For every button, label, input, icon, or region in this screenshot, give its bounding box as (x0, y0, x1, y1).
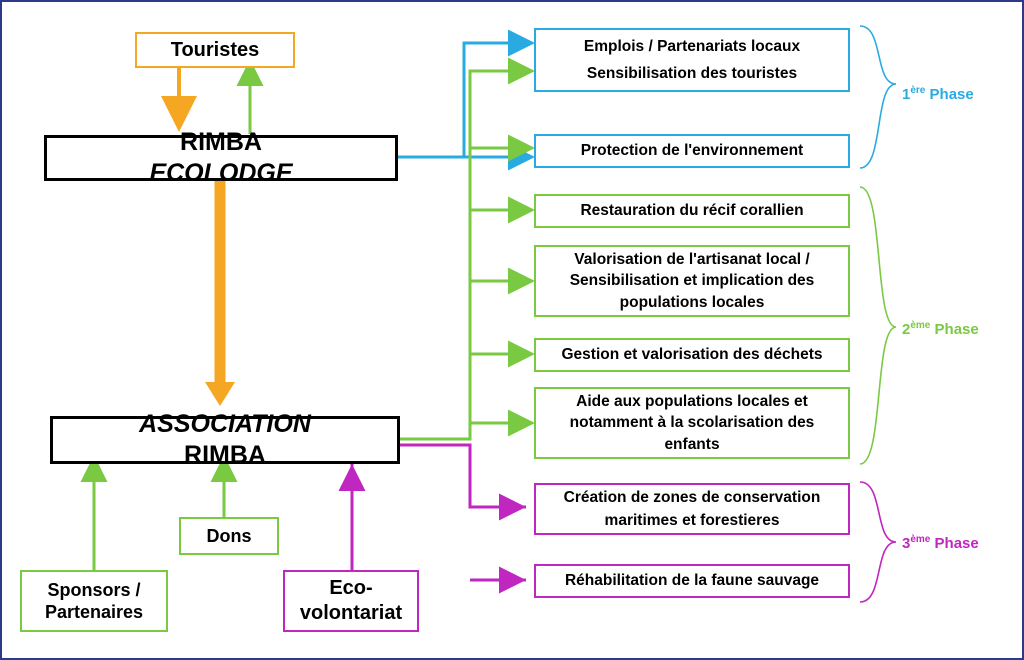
phase-label-2-num: 2 (902, 321, 911, 338)
phase-label-2 (902, 320, 979, 338)
node-dons-label: Dons (206, 525, 252, 546)
outcome-phase2-2-line-3: populations locales (619, 293, 765, 311)
phase-label-1-word: Phase (925, 86, 974, 103)
phase-label-1-sup: ère (910, 85, 926, 96)
phase-label-3 (902, 534, 979, 552)
node-sponsors-line-1: Sponsors / (47, 579, 141, 600)
outcome-phase2-4[interactable] (534, 387, 850, 459)
outcome-phase2-3[interactable] (534, 338, 850, 372)
outcome-phase2-1[interactable] (534, 194, 850, 228)
phase-label-3-sup: ème (910, 534, 931, 545)
outcome-phase2-4-line-1: Aide aux populations locales et (576, 392, 808, 410)
connector-layer (2, 2, 1024, 660)
wire-association-phase3-magenta (400, 445, 526, 580)
node-eco-volontariat-line-2: volontariat (299, 602, 403, 624)
outcome-phase2-2[interactable] (534, 245, 850, 317)
outcome-phase3-2-line-1: Réhabilitation de la faune sauvage (564, 572, 820, 590)
outcome-phase3-1[interactable] (534, 483, 850, 535)
phase-label-1-num: 1 (902, 86, 911, 103)
wire-ecolodge-phase1 (398, 43, 526, 157)
node-rimba-ecolodge-plain: RIMBA (180, 127, 262, 156)
node-association-rimba[interactable] (50, 409, 400, 469)
node-rimba-ecolodge[interactable] (44, 127, 398, 187)
outcome-phase2-4-line-2: notamment à la scolarisation des (569, 414, 815, 432)
outcome-phase3-2[interactable] (534, 564, 850, 598)
brace-phase-3 (860, 482, 896, 602)
phase-label-2-sup: ème (910, 320, 931, 331)
outcome-phase2-4-line-3: enfants (664, 435, 720, 453)
node-rimba-ecolodge-label (47, 127, 395, 190)
node-eco-volontariat-line-1: Eco- (329, 577, 373, 599)
node-association-italic: ASSOCIATION (139, 409, 311, 438)
wire-ecolodge-to-association (205, 180, 235, 406)
outcome-phase1-2[interactable] (534, 134, 850, 168)
wire-association-phase2-green (470, 210, 526, 423)
node-rimba-ecolodge-italic: ECOLODGE (149, 159, 293, 187)
outcome-phase1-1-line-1: Emplois / Partenariats locaux (583, 38, 801, 56)
outcome-phase2-2-line-2: Sensibilisation et implication des (569, 272, 815, 290)
phase-label-3-word: Phase (930, 535, 979, 552)
outcome-phase2-1-line-1: Restauration du récif corallien (580, 202, 804, 220)
outcome-phase1-1-line-2: Sensibilisation des touristes (586, 64, 798, 82)
outcome-phase3-1-line-1: Création de zones de conservation (563, 489, 821, 507)
node-sponsors-partenaires[interactable] (20, 570, 168, 632)
wire-association-phase1-green (400, 71, 526, 439)
outcome-phase2-3-line-1: Gestion et valorisation des déchets (561, 346, 823, 364)
phase-label-2-word: Phase (930, 321, 979, 338)
node-eco-volontariat[interactable] (283, 570, 419, 632)
node-touristes-label: Touristes (170, 38, 260, 61)
node-association-rimba-label (53, 409, 397, 472)
outcome-phase3-1-line-2: maritimes et forestieres (604, 511, 780, 529)
outcome-phase1-2-line-1: Protection de l'environnement (580, 142, 804, 160)
node-touristes[interactable] (135, 32, 295, 68)
outcome-phase1-1[interactable] (534, 28, 850, 92)
node-sponsors-line-2: Partenaires (44, 602, 144, 622)
node-association-plain: RIMBA (184, 441, 266, 469)
outcome-phase2-2-line-1: Valorisation de l'artisanat local / (574, 250, 810, 268)
phase-label-3-num: 3 (902, 535, 911, 552)
node-dons[interactable] (179, 517, 279, 555)
phase-label-1 (902, 85, 974, 103)
brace-phase-2 (860, 187, 896, 464)
brace-phase-1 (860, 26, 896, 168)
